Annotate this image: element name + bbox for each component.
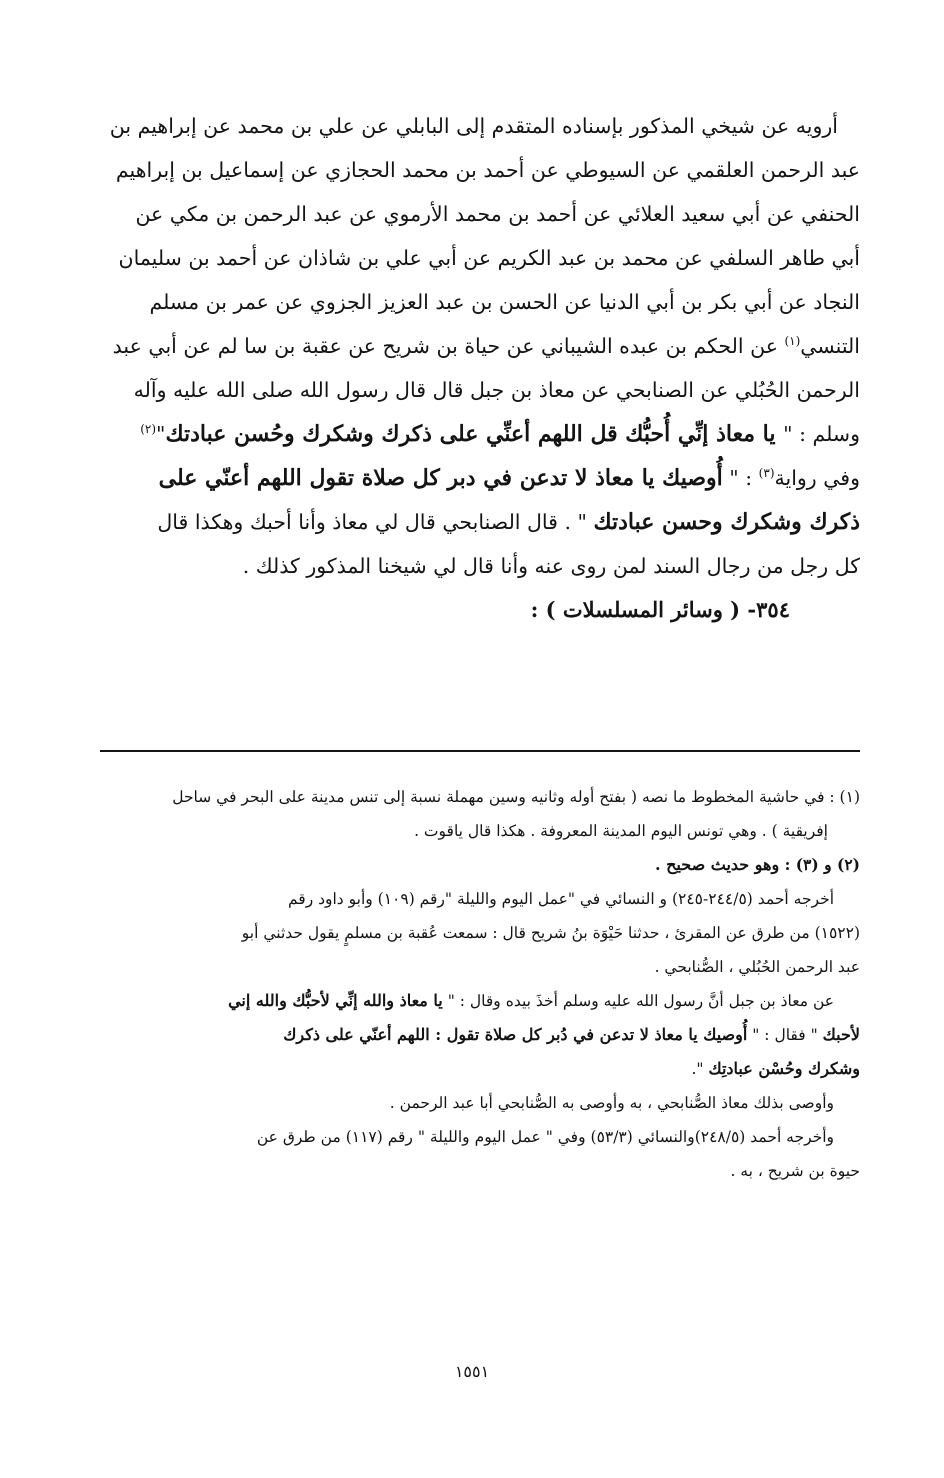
hadith-line	[100, 500, 860, 544]
main-text-line: كل رجل من رجال السند لمن روى عنه وأنا قال لي شيخنا المذكور كذلك .	[242, 554, 860, 578]
hadith-text: أُوصيك يا معاذ لا تدعن في دُبر كل صلاة تقول : اللهم أعنّي على ذكرك	[283, 1025, 748, 1044]
hadith-text: ذكرك وشكرك وحسن عبادتك	[593, 509, 860, 535]
main-text-line	[100, 324, 860, 368]
main-text-line: الحنفي عن أبي سعيد العلائي عن أحمد بن محمد الأرموي عن عبد الرحمن بن مكي عن	[135, 202, 860, 226]
footnote-line	[100, 1018, 860, 1052]
text-span: "	[156, 422, 166, 446]
footnote-line: (١) : في حاشية المخطوط ما نصه ( بفتح أوله وثانيه وسين مهملة نسبة إلى تنس مدينة على البحر في ساحل	[172, 788, 860, 806]
footnotes	[100, 780, 860, 1188]
footnote-divider	[100, 750, 860, 752]
hadith-text: أُوصيك يا معاذ لا تدعن في دبر كل صلاة تقول اللهم أعنّي على	[158, 465, 723, 491]
text-span: " . قال الصنابحي قال لي معاذ وأنا أحبك وهكذا قال	[157, 510, 594, 534]
hadith-text: يا معاذ إنِّي أُحبُّك قل اللهم أعنِّي على ذكرك وشكرك وحُسن عبادتك	[165, 421, 784, 447]
footnote-verdict: وهو حديث صحيح .	[654, 855, 780, 874]
main-text	[100, 104, 860, 632]
page-number: ١٥٥١	[454, 1362, 490, 1381]
hadith-text: وشكرك وحُسْن عبادتِك	[708, 1059, 860, 1078]
text-span: : "	[722, 466, 759, 490]
text-span: وسلم : "	[783, 422, 860, 446]
main-text-line: الرحمن الحُبُلي عن الصنابحي عن معاذ بن جبل قال قال رسول الله صلى الله عليه وآله	[133, 378, 860, 402]
footnote-line: وأوصى بذلك معاذ الصُّنابحي ، به وأوصى به الصُّنابحي أبا عبد الرحمن .	[389, 1094, 834, 1112]
footnote-line: إفريقية ) . وهي تونس اليوم المدينة المعروفة . هكذا قال ياقوت .	[414, 822, 828, 840]
text-span: وفي رواية	[774, 466, 860, 490]
text-span: ".	[691, 1060, 709, 1078]
hadith-text: يا معاذ والله إنِّي لأحبُّك والله إني	[228, 991, 443, 1010]
footnote-line	[100, 984, 860, 1018]
main-text-line: أبي طاهر السلفي عن محمد بن عبد الكريم عن أبي علي بن شاذان عن أحمد بن سليمان	[118, 246, 860, 270]
text-span: عن معاذ بن جبل أنَّ رسول الله عليه وسلم أخذَ بيده وقال : "	[442, 992, 834, 1010]
hadith-line	[100, 412, 860, 456]
footnote-label: (٢) و (٣) :	[779, 855, 860, 874]
footnote-ref: (٣)	[758, 466, 775, 481]
footnote-line: وأخرجه أحمد (٢٤٨/٥)والنسائي (٥٣/٣) وفي " عمل اليوم والليلة " رقم (١١٧) من طرق عن	[256, 1128, 834, 1146]
footnote-ref: (١)	[784, 334, 801, 349]
main-text-line: النجاد عن أبي بكر بن أبي الدنيا عن الحسن بن عبد العزيز الجزوي عن عمر بن مسلم	[149, 290, 860, 314]
footnote-line: عبد الرحمن الحُبُلي ، الصُّنابحي .	[654, 958, 860, 976]
footnote-line: (١٥٢٢) من طرق عن المقرئ ، حدثنا حَيْوَة بنُ شريح قال : سمعت عُقبة بن مسلمٍ يقول حدثني أبو	[241, 924, 860, 942]
footnote-line	[100, 1052, 860, 1086]
footnote-ref: (٢)	[140, 422, 157, 437]
section-heading: ٣٥٤- ( وسائر المسلسلات ) :	[530, 597, 790, 622]
main-text-line: أرويه عن شيخي المذكور بإسناده المتقدم إلى البابلي عن علي بن محمد عن إبراهيم بن	[109, 114, 838, 138]
footnote-line: أخرجه أحمد (٢٤٤/٥-٢٤٥) و النسائي في "عمل اليوم والليلة "رقم (١٠٩) وأبو داود رقم	[287, 890, 834, 908]
footnote-line: حيوة بن شريح ، به .	[730, 1162, 860, 1180]
main-text-line: عبد الرحمن العلقمي عن السيوطي عن أحمد بن محمد الحجازي عن إسماعيل بن إبراهيم	[115, 158, 860, 182]
text-span: " فقال : "	[747, 1026, 823, 1044]
hadith-line	[100, 456, 860, 500]
text-span: عن الحكم بن عبده الشيباني عن حياة بن شريح عن عقبة بن سا لم عن أبي عبد	[112, 334, 785, 358]
footnote-line	[100, 848, 860, 882]
text-span: التنسي	[800, 334, 860, 358]
hadith-text: لأحبك	[822, 1025, 860, 1044]
